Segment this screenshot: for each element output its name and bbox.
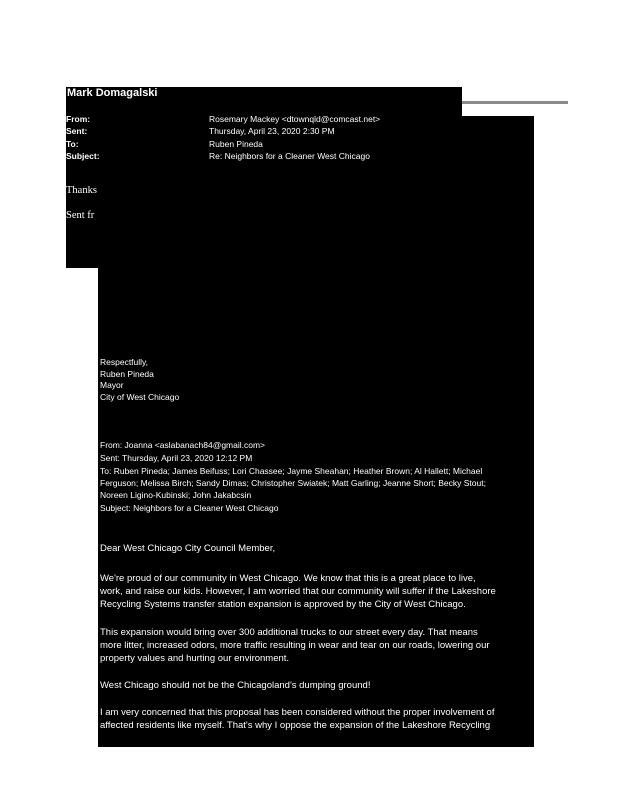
forwarded-to-line-2: Ferguson; Melissa Birch; Sandy Dimas; Christopher Swiatek; Matt Garling; Jeanne Short; Becky Stout; bbox=[100, 478, 486, 488]
from-value: Rosemary Mackey <dtownqld@comcast.net> bbox=[209, 114, 381, 124]
subject-label: Subject: bbox=[66, 151, 100, 161]
forwarded-from: From: Joanna <aslabanach84@gmail.com> bbox=[100, 440, 266, 450]
message-paragraph-1-line-2: work, and raise our kids. However, I am worried that our community will suffer if the Lakeshore bbox=[100, 586, 496, 597]
sent-value: Thursday, April 23, 2020 2:30 PM bbox=[209, 126, 335, 136]
to-label: To: bbox=[66, 139, 79, 149]
message-greeting: Dear West Chicago City Council Member, bbox=[100, 543, 276, 554]
message-paragraph-2-line-2: more litter, increased odors, more traffic resulting in wear and tear on our roads, lowering our bbox=[100, 640, 490, 651]
page-number: 38 bbox=[316, 737, 324, 744]
message-paragraph-1-line-1: We're proud of our community in West Chicago. We know that this is a great place to live, bbox=[100, 573, 476, 584]
message-paragraph-1-line-3: Recycling Systems transfer station expansion is approved by the City of West Chicago. bbox=[100, 599, 466, 610]
from-label: From: bbox=[66, 114, 91, 124]
signature-name: Ruben Pineda bbox=[100, 369, 154, 379]
signature-title: Mayor bbox=[100, 380, 124, 390]
signature-closing: Respectfully, bbox=[100, 357, 149, 367]
message-paragraph-4-line-1: I am very concerned that this proposal has been considered without the proper involvement of bbox=[100, 707, 495, 718]
sender-name: Mark Domagalski bbox=[67, 87, 158, 99]
signature-org: City of West Chicago bbox=[100, 392, 180, 402]
header-rule bbox=[462, 101, 568, 104]
sent-from-fragment: Sent fr bbox=[66, 210, 95, 221]
subject-value: Re: Neighbors for a Cleaner West Chicago bbox=[209, 151, 370, 161]
forwarded-to-line-1: To: Ruben Pineda; James Beifuss; Lori Chassee; Jayme Sheahan; Heather Brown; Al Hallett; Michael bbox=[100, 466, 483, 476]
message-paragraph-2-line-3: property values and hurting our environment. bbox=[100, 653, 290, 664]
message-paragraph-4-line-2: affected residents like myself. That's why I oppose the expansion of the Lakeshore Recycling bbox=[100, 720, 491, 731]
to-value: Ruben Pineda bbox=[209, 139, 263, 149]
forwarded-to-line-3: Noreen Ligino-Kubinski; John Jakabcsin bbox=[100, 490, 252, 500]
message-paragraph-3: West Chicago should not be the Chicagoland's dumping ground! bbox=[100, 680, 371, 691]
message-paragraph-2-line-1: This expansion would bring over 300 additional trucks to our street every day. That means bbox=[100, 627, 478, 638]
thanks-fragment: Thanks bbox=[66, 185, 97, 196]
sent-label: Sent: bbox=[66, 126, 88, 136]
forwarded-subject: Subject: Neighbors for a Cleaner West Chicago bbox=[100, 503, 279, 513]
forwarded-sent: Sent: Thursday, April 23, 2020 12:12 PM bbox=[100, 453, 253, 463]
